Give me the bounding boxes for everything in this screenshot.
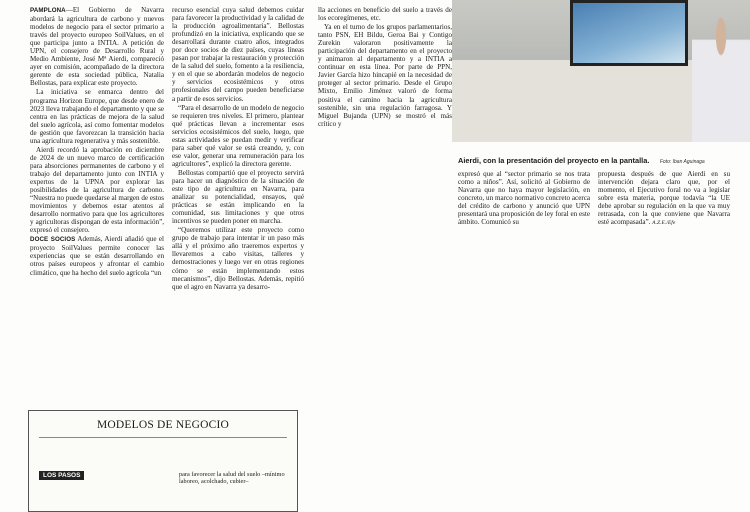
box-divider: [39, 437, 287, 438]
column-3: [318, 6, 452, 129]
paragraph: “Queremos utilizar este proyecto como grupo de trabajo para intentar ir un paso más allá y el próximo año traeremos expertos y llevaremos a cabo visitas, talleres y demostraciones y luego ver en otras regiones cómo se están implementando estos mecanismos”, dijo Bellostas. Además, repitió que el agro en Navarra ya desarro-: [172, 226, 304, 291]
paragraph: [30, 6, 164, 87]
paragraph-text: Aierdi recordó la aprobación en diciembre de 2024 de un nuevo marco de certificación para absorciones permanentes de carbono y el trabajo del departamento junto con INTIA y expertos de la UPNA por explorar las posibilidades de la agricultura de carbono. “Nuestra no puede quedarse al margen de estos movimientos y debemos estar atentos al desarrollo normativo para que los agricultores y agricultoras dispongan de esta información”, expresó el consejero.: [30, 145, 165, 235]
speaker-figure: [692, 10, 750, 142]
photo-wall: [452, 60, 692, 142]
box-text: para favorecer la salud del suelo –mínimo laboreo, acolchado, cubier–: [179, 471, 285, 486]
paragraph: Ya en el turno de los grupos parlamentarios, tanto PSN, EH Bildu, Geroa Bai y Contigo Zurekin valoraron positivamente la participación del departamento en el proyecto y animaron al departamento y a INTIA a continuar en esta línea. Por parte de PPN, Javier García hizo hincapié en la necesidad de proteger al sector primario. Desde el Grupo Mixto, Emilio Jiménez valoró de forma positiva el camino hacia la agricultura sostenible, sin una regulación farragosa. Y Miguel Bujanda (UPN) se mostró el más crítico y: [318, 23, 452, 128]
paragraph-text: La iniciativa se enmarca dentro del programa Horizon Europe, que desde enero de 2023 lleva trabajando el departamento y que se centra en las prácticas de mejora de la salud del suelo agrícola, así como fomentar modelos de gestión que favorezcan la transición hacia una agricultura regenerativa y más sostenible.: [30, 88, 164, 145]
caption-text: Aierdi, con la presentación del proyecto en la pantalla.: [458, 156, 650, 165]
paragraph: [30, 88, 164, 144]
paragraph-text: propuesta después de que Aierdi en su intervención dejara claro que, por el momento, el Ejecutivo foral no va a legislar sobre esta materia, porque todavía “la UE debe aprobar su regulación en la que va muy retrasada, con la que conviene que Navarra esté acompasada”.: [598, 170, 730, 227]
column-4: [458, 170, 590, 227]
photo-credit: Foto: Iban Aguinaga: [659, 159, 705, 165]
presentation-screen: [570, 0, 688, 66]
paragraph: [30, 146, 164, 235]
paragraph: [598, 170, 730, 227]
paragraph: lla acciones en beneficio del suelo a través de los ecoregímenes, etc.: [318, 6, 452, 23]
column-1: [30, 6, 164, 278]
paragraph: [30, 235, 164, 276]
paragraph: recurso esencial cuya salud debemos cuidar para favorecer la productividad y la calidad de la producción agroalimentaria”. Bellostas profundizó en la iniciativa, explicando que se desarrollará durante cuatro años, integrados por doce socios de diez países, cuyas líneas pasan por trabajar la restauración y protección de la salud del suelo, fomento a la resiliencia, y en el que se abordarán modelos de negocio y servicios ecosistémicos y otros profesionales del campo pueden beneficiarse a partir de esos servicios.: [172, 6, 304, 103]
paragraph: “Para el desarrollo de un modelo de negocio se requieren tres niveles. El primero, plantear qué prácticas llevan a incrementar esos servicios ecosistémicos del suelo, luego, que estas actividades se puedan medir y verificar para saber qué valor se está creando, y, con ese valor, generar una remuneración para los agricultores”, explicó la directora gerente.: [172, 103, 304, 168]
article-photo: [452, 0, 750, 142]
photo-caption: [458, 150, 738, 168]
paragraph: expresó que al “sector primario se nos trata como a niños”. Así, solicitó al Gobierno de Navarra que no haya mayor legislación, en concreto, un marco normativo concreto acerca del crédito de carbono y anunció que UPN presentará una proposición de ley foral en este ámbito. Comunicó su: [458, 170, 590, 227]
paragraph-text: Además, Aierdi añadió que el proyecto SoilValues permite conocer las experiencias que se están desarrollando en otros países europeos y afrontar el cambio climático, que ha hecho del suelo agrícola “un: [30, 235, 164, 277]
lead-in: PAMPLONA: [30, 7, 66, 14]
column-5: [598, 170, 730, 228]
paragraph-text: —El Gobierno de Navarra abordará la agricultura de carbono y nuevos modelos de negocio para el sector primario a través del proyecto europeo SoilValues, en el que participa junto a INTIA. A petición de UPN, el consejero de Desarrollo Rural y Medio Ambiente, José Mª Aierdi, compareció ayer en comisión, acompañado de la directora gerente de esta sociedad pública, Natalia Bellostas, para explicar este proyecto.: [30, 6, 164, 88]
signature: A.Z.E./Efe: [652, 220, 676, 227]
box-tag: LOS PASOS: [39, 471, 84, 480]
paragraph: Bellostas compartió que el proyecto servirá para hacer un diagnóstico de la situación de este tipo de agricultura en Navarra, para analizar su potencialidad, ensayos, qué prácticas se están implicando en la comunidad, sus limitaciones y que otros incentivos se pueden poner en marcha.: [172, 168, 304, 226]
sidebar-box: [28, 410, 298, 512]
column-2: [172, 6, 304, 292]
subhead-lead: DOCE SOCIOS: [30, 236, 76, 244]
box-title: MODELOS DE NEGOCIO: [96, 419, 229, 431]
